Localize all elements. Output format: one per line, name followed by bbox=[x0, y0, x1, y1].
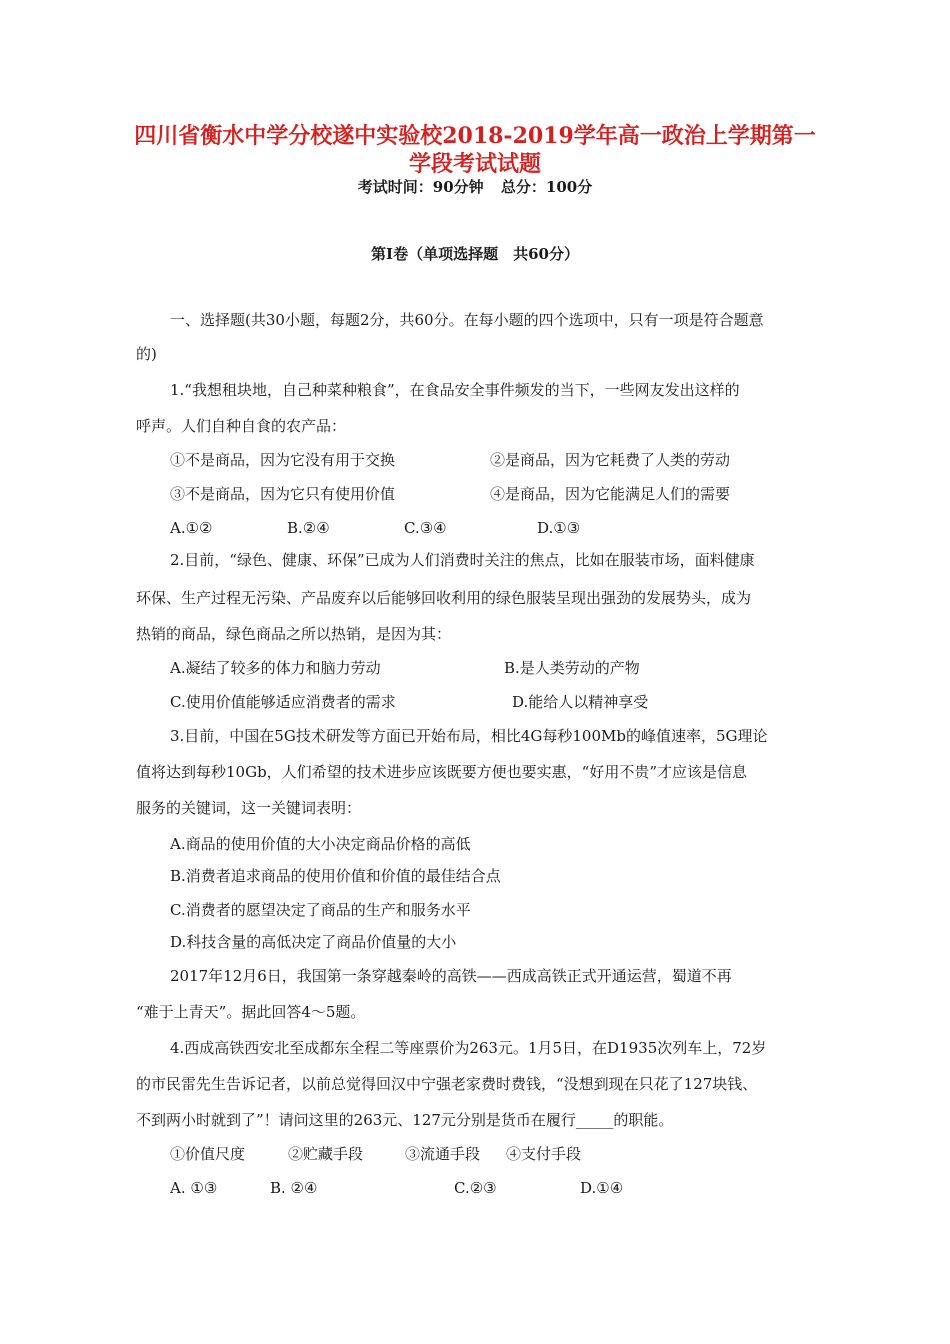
q3-option-a: A.商品的使用价值的大小决定商品价格的高低 bbox=[170, 835, 471, 853]
q4-statement-3: ③流通手段 bbox=[405, 1145, 481, 1163]
q4-option-c: C.②③ bbox=[454, 1179, 497, 1197]
q4-statement-1: ①价值尺度 bbox=[170, 1145, 246, 1163]
q1-statement-1: ①不是商品，因为它没有用于交换 bbox=[170, 451, 396, 469]
q4-stem-line-2: 的市民雷先生告诉记者，以前总觉得回汉中宁强老家费时费钱，“没想到现在只花了127块钱、 bbox=[136, 1075, 758, 1093]
q2-option-c: C.使用价值能够适应消费者的需求 bbox=[170, 693, 396, 711]
material-line-1: 2017年12月6日，我国第一条穿越秦岭的高铁——西成高铁正式开通运营，蜀道不再 bbox=[170, 967, 732, 985]
material-line-2: “难于上青天”。据此回答4～5题。 bbox=[136, 1003, 366, 1021]
q3-option-c: C.消费者的愿望决定了商品的生产和服务水平 bbox=[170, 901, 471, 919]
q4-option-d: D.①④ bbox=[580, 1179, 624, 1197]
q2-stem-line-1: 2.目前，“绿色、健康、环保”已成为人们消费时关注的焦点，比如在服装市场，面料健康 bbox=[170, 551, 755, 569]
instructions-line-2: 的) bbox=[136, 345, 157, 363]
q3-stem-line-2: 值将达到每秒10Gb，人们希望的技术进步应该既要方便也要实惠，“好用不贵”才应该是信息 bbox=[136, 763, 748, 781]
q1-statement-4: ④是商品，因为它能满足人们的需要 bbox=[490, 485, 731, 503]
q3-option-d: D.科技含量的高低决定了商品价值量的大小 bbox=[170, 933, 457, 951]
q2-option-d: D.能给人以精神享受 bbox=[512, 693, 649, 711]
exam-meta bbox=[0, 176, 950, 198]
q4-statement-2: ②贮藏手段 bbox=[288, 1145, 364, 1163]
q1-option-a: A.①② bbox=[170, 519, 213, 537]
q4-statement-4: ④支付手段 bbox=[506, 1145, 582, 1163]
exam-title-line-1: 四川省衡水中学分校遂中实验校2018-2019学年高一政治上学期第一 bbox=[134, 123, 816, 149]
q3-stem-line-3: 服务的关键词，这一关键词表明： bbox=[136, 799, 362, 817]
exam-time: 考试时间：90分钟 bbox=[357, 178, 484, 196]
q1-option-d: D.①③ bbox=[537, 519, 581, 537]
section-title: 第Ⅰ卷（单项选择题 共60分） bbox=[371, 245, 579, 263]
q3-option-b: B.消费者追求商品的使用价值和价值的最佳结合点 bbox=[170, 867, 501, 885]
q4-option-a: A. ①③ bbox=[170, 1179, 218, 1197]
q4-stem-line-3: 不到两小时就到了”！请问这里的263元、127元分别是货币在履行_____的职能。 bbox=[136, 1111, 674, 1129]
q1-statement-2: ②是商品，因为它耗费了人类的劳动 bbox=[490, 451, 731, 469]
q2-stem-line-2: 环保、生产过程无污染、产品废弃以后能够回收利用的绿色服装呈现出强劲的发展势头，成为 bbox=[136, 589, 752, 607]
exam-score: 总分：100分 bbox=[500, 178, 593, 196]
q3-stem-line-1: 3.目前，中国在5G技术研发等方面已开始布局，相比4G每秒100Mb的峰值速率，5G理论 bbox=[170, 727, 768, 745]
q1-stem-line-1: 1.“我想租块地，自己种菜种粮食”，在食品安全事件频发的当下，一些网友发出这样的 bbox=[170, 381, 740, 399]
q2-stem-line-3: 热销的商品，绿色商品之所以热销，是因为其： bbox=[136, 625, 452, 643]
q4-option-b: B. ②④ bbox=[270, 1179, 318, 1197]
q1-option-c: C.③④ bbox=[404, 519, 447, 537]
q4-stem-line-1: 4.西成高铁西安北至成都东全程二等座票价为263元。1月5日，在D1935次列车上，72岁 bbox=[170, 1039, 767, 1057]
instructions-line-1: 一、选择题(共30小题，每题2分，共60分。在每小题的四个选项中，只有一项是符合题意 bbox=[170, 311, 764, 329]
q1-stem-line-2: 呼声。人们自种自食的农产品： bbox=[136, 417, 347, 435]
q1-option-b: B.②④ bbox=[287, 519, 330, 537]
q1-statement-3: ③不是商品，因为它只有使用价值 bbox=[170, 485, 396, 503]
q2-option-b: B.是人类劳动的产物 bbox=[504, 659, 640, 677]
exam-title-line-2: 学段考试试题 bbox=[408, 151, 541, 177]
q2-option-a: A.凝结了较多的体力和脑力劳动 bbox=[170, 659, 381, 677]
